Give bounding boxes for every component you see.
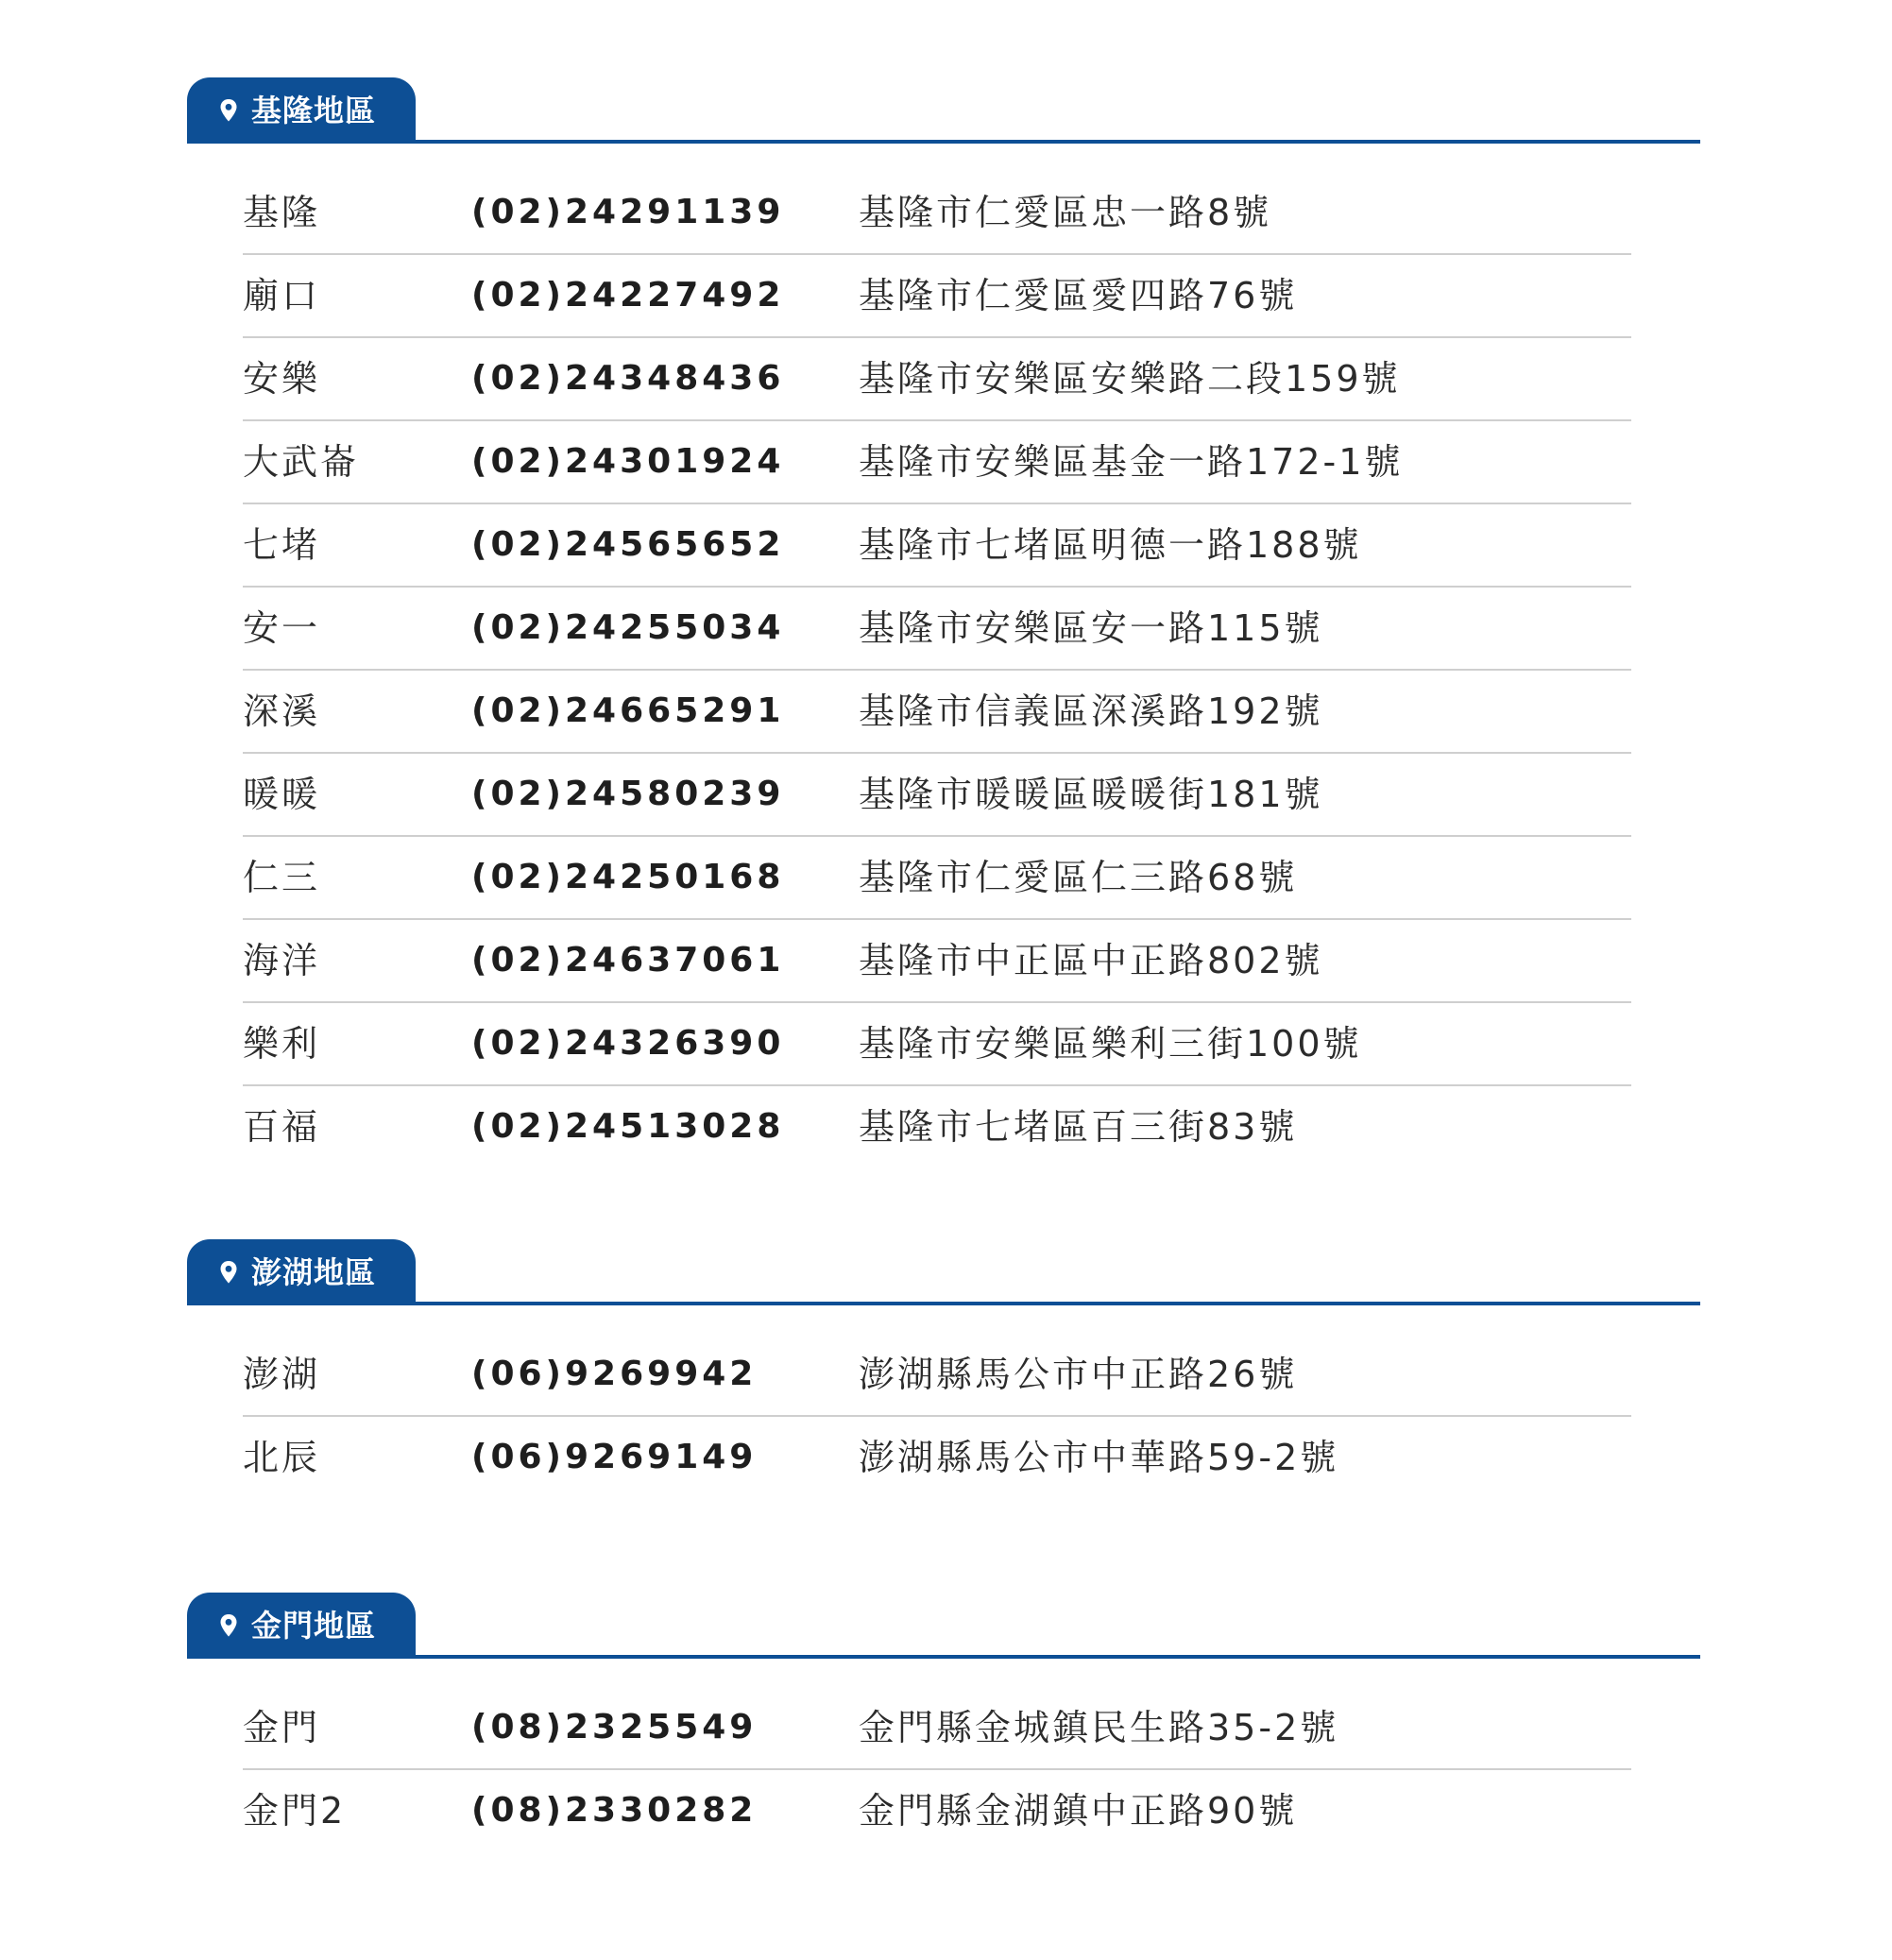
store-address: 基隆市七堵區百三街83號 [859, 1106, 1298, 1148]
store-name: 海洋 [243, 940, 321, 981]
store-name: 仁三 [243, 857, 321, 898]
region-title: 澎湖地區 [251, 1254, 377, 1290]
region-tab [187, 1593, 416, 1659]
store-row [243, 920, 1631, 1003]
location-pin-icon [217, 1258, 240, 1287]
store-address: 基隆市信義區深溪路192號 [859, 690, 1323, 732]
store-name: 基隆 [243, 192, 321, 233]
store-name: 七堵 [243, 524, 321, 566]
store-address: 基隆市仁愛區忠一路8號 [859, 192, 1272, 233]
store-row [243, 338, 1631, 421]
store-address: 基隆市暖暖區暖暖街181號 [859, 774, 1323, 815]
store-name: 大武崙 [243, 441, 360, 483]
store-row [243, 172, 1631, 255]
store-list [0, 1334, 1892, 1500]
store-row [243, 671, 1631, 754]
store-row [243, 1770, 1631, 1853]
store-phone: (02)24565652 [471, 525, 785, 564]
region-kinmen [0, 1593, 1892, 1853]
region-header [0, 1239, 1892, 1305]
location-pin-icon [217, 96, 240, 125]
store-address: 金門縣金城鎮民生路35-2號 [859, 1707, 1339, 1748]
store-name: 深溪 [243, 690, 321, 732]
store-name: 樂利 [243, 1023, 321, 1065]
store-phone: (02)24250168 [471, 858, 785, 896]
region-tab [187, 77, 416, 144]
store-phone: (02)24255034 [471, 608, 785, 647]
store-address: 基隆市仁愛區仁三路68號 [859, 857, 1298, 898]
store-phone: (02)24348436 [471, 359, 785, 398]
store-address: 澎湖縣馬公市中華路59-2號 [859, 1437, 1339, 1478]
store-address: 基隆市安樂區安一路115號 [859, 607, 1323, 649]
store-phone: (08)2330282 [471, 1791, 758, 1830]
store-row [243, 1334, 1631, 1417]
store-row [243, 255, 1631, 338]
store-row [243, 504, 1631, 588]
region-divider [187, 140, 1700, 144]
region-title: 金門地區 [251, 1608, 377, 1644]
store-phone: (02)24291139 [471, 193, 785, 231]
store-phone: (02)24513028 [471, 1107, 785, 1146]
store-address: 基隆市安樂區樂利三街100號 [859, 1023, 1362, 1065]
store-address: 基隆市中正區中正路802號 [859, 940, 1323, 981]
region-divider [187, 1302, 1700, 1305]
store-phone: (02)24637061 [471, 941, 785, 980]
store-name: 安樂 [243, 358, 321, 400]
region-penghu [0, 1239, 1892, 1500]
store-name: 廟口 [243, 275, 321, 316]
store-phone: (06)9269942 [471, 1355, 758, 1393]
region-header [0, 77, 1892, 144]
store-phone: (06)9269149 [471, 1438, 758, 1476]
store-row [243, 421, 1631, 504]
store-row [243, 1003, 1631, 1086]
store-name: 金門2 [243, 1790, 347, 1832]
store-name: 澎湖 [243, 1354, 321, 1395]
store-name: 百福 [243, 1106, 321, 1148]
store-row [243, 837, 1631, 920]
store-phone: (08)2325549 [471, 1708, 758, 1747]
store-address: 基隆市仁愛區愛四路76號 [859, 275, 1298, 316]
region-divider [187, 1655, 1700, 1659]
store-name: 北辰 [243, 1437, 321, 1478]
store-row [243, 1086, 1631, 1169]
store-row [243, 588, 1631, 671]
store-row [243, 754, 1631, 837]
store-phone: (02)24580239 [471, 775, 785, 813]
store-name: 金門 [243, 1707, 321, 1748]
store-address: 基隆市安樂區安樂路二段159號 [859, 358, 1401, 400]
store-address: 基隆市安樂區基金一路172-1號 [859, 441, 1404, 483]
store-phone: (02)24301924 [471, 442, 785, 481]
store-address: 金門縣金湖鎮中正路90號 [859, 1790, 1298, 1832]
location-pin-icon [217, 1611, 240, 1640]
store-row [243, 1417, 1631, 1500]
store-phone: (02)24227492 [471, 276, 785, 315]
store-phone: (02)24665291 [471, 691, 785, 730]
store-address: 澎湖縣馬公市中正路26號 [859, 1354, 1298, 1395]
store-name: 安一 [243, 607, 321, 649]
region-keelung [0, 77, 1892, 1169]
store-address: 基隆市七堵區明德一路188號 [859, 524, 1362, 566]
region-tab [187, 1239, 416, 1305]
region-header [0, 1593, 1892, 1659]
store-list [0, 1687, 1892, 1853]
store-phone: (02)24326390 [471, 1024, 785, 1063]
region-title: 基隆地區 [251, 93, 377, 128]
store-row [243, 1687, 1631, 1770]
store-list [0, 172, 1892, 1169]
store-name: 暖暖 [243, 774, 321, 815]
